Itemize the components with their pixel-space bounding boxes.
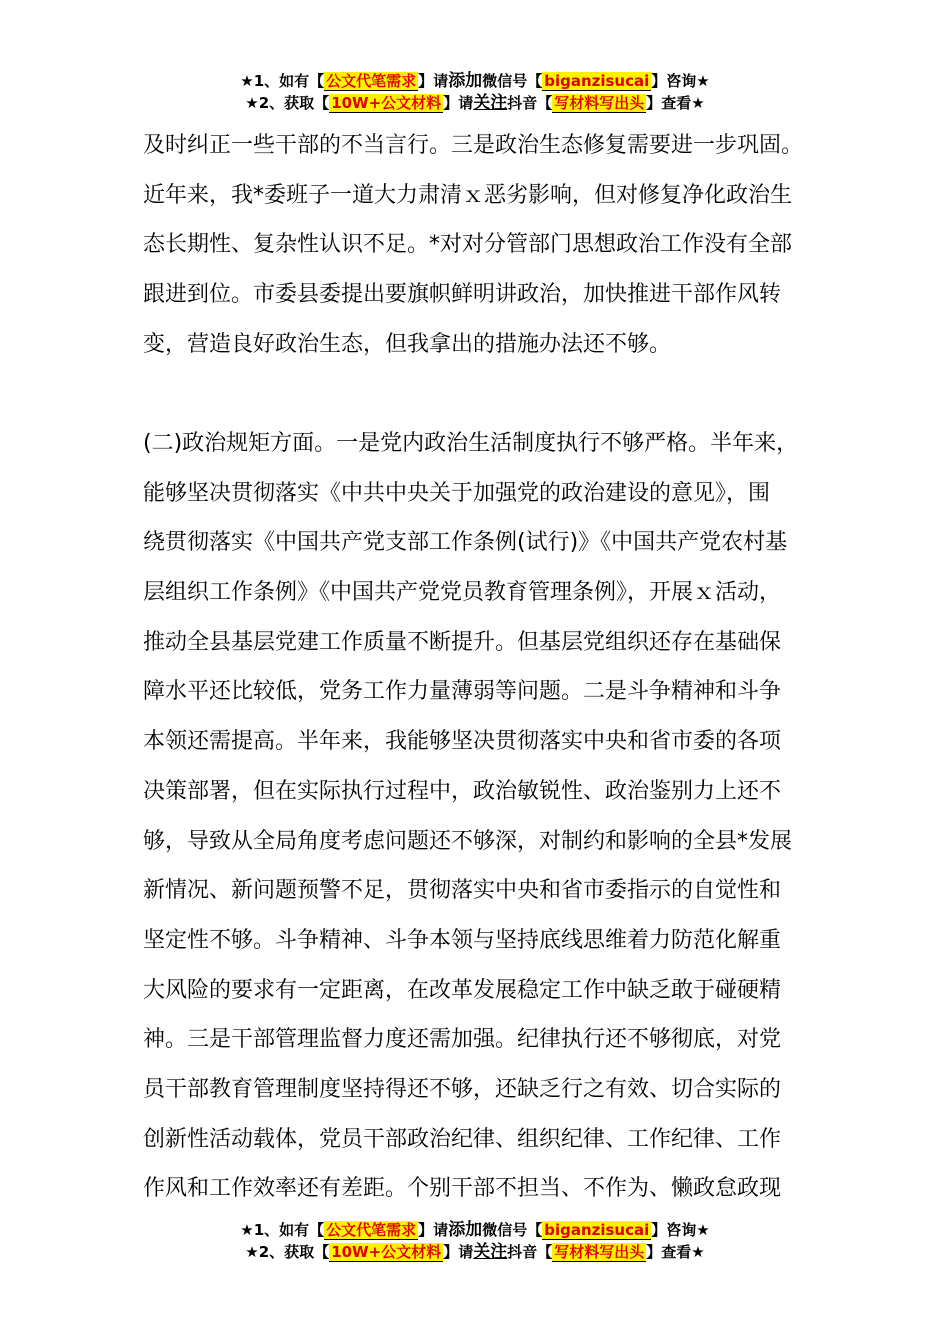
banner-text: ★1、如有【: [240, 72, 325, 90]
banner-highlight: 10W+公文材料: [331, 94, 442, 112]
text-line: 跟进到位。市委县委提出要旗帜鲜明讲政治，加快推进干部作风转: [143, 282, 782, 308]
banner-text: 】请: [418, 1221, 449, 1239]
banner-text: 】请: [418, 72, 449, 90]
text-line: 新情况、新问题预警不足，贯彻落实中央和省市委指示的自觉性和: [143, 878, 782, 904]
text-line: 坚定性不够。斗争精神、斗争本领与坚持底线思维着力防范化解重: [143, 927, 782, 953]
text-line: 层组织工作条例》《中国共产党党员教育管理条例》，开展ｘ活动，: [143, 580, 782, 606]
text-line: 变，营造良好政治生态，但我拿出的措施办法还不够。: [143, 331, 672, 357]
text-line: 本领还需提高。半年来，我能够坚决贯彻落实中央和省市委的各项: [143, 729, 782, 755]
banner-text: 】请: [443, 94, 474, 112]
banner-text: 】咨询★: [651, 72, 710, 90]
paragraph-1: [143, 121, 828, 369]
footer-banner: [0, 1219, 950, 1263]
text-line: 推动全县基层党建工作质量不断提升。但基层党组织还存在基础保: [143, 629, 782, 655]
banner-line-1: [0, 1219, 950, 1241]
banner-text: 微信号【: [482, 72, 543, 90]
banner-line-2: [0, 1241, 950, 1263]
text-line: 够，导致从全局角度考虑问题还不够深，对制约和影响的全县*发展: [143, 828, 793, 854]
banner-highlight: 写材料写出头: [554, 1243, 645, 1261]
banner-text: ★2、获取【: [245, 1243, 330, 1261]
text-line: 近年来，我*委班子一道大力肃清ｘ恶劣影响，但对修复净化政治生: [143, 182, 793, 208]
text-line: 员干部教育管理制度坚持得还不够，还缺乏行之有效、切合实际的: [143, 1076, 782, 1102]
paragraph-2: [143, 419, 828, 1214]
banner-text: 】咨询★: [651, 1221, 710, 1239]
banner-emphasis: 添加: [448, 71, 483, 91]
banner-text: 】查看★: [646, 94, 705, 112]
text-line: 绕贯彻落实《中国共产党支部工作条例(试行)》《中国共产党农村基: [143, 530, 788, 556]
text-line: 能够坚决贯彻落实《中共中央关于加强党的政治建设的意见》，围: [143, 480, 771, 506]
banner-text: 】查看★: [646, 1243, 705, 1261]
banner-emphasis: 关注: [473, 1242, 508, 1262]
text-line: 及时纠正一些干部的不当言行。三是政治生态修复需要进一步巩固。: [143, 133, 804, 158]
banner-emphasis: 添加: [448, 1220, 483, 1240]
header-banner: [0, 70, 950, 114]
banner-text: ★2、获取【: [245, 94, 330, 112]
banner-text: ★1、如有【: [240, 1221, 325, 1239]
text-line: 作风和工作效率还有差距。个别干部不担当、不作为、懒政怠政现: [143, 1176, 782, 1202]
banner-emphasis: 关注: [473, 93, 508, 113]
text-line: 神。三是干部管理监督力度还需加强。纪律执行还不够彻底，对党: [143, 1027, 782, 1053]
text-line: 大风险的要求有一定距离，在改革发展稳定工作中缺乏敢于碰硬精: [143, 977, 782, 1003]
text-line: (二)政治规矩方面。一是党内政治生活制度执行不够严格。半年来，: [143, 431, 799, 456]
banner-highlight: 公文代笔需求: [326, 1221, 417, 1239]
banner-wechat-id: biganzisucai: [544, 1221, 650, 1239]
banner-text: 抖音【: [507, 1243, 553, 1261]
banner-wechat-id: biganzisucai: [544, 72, 650, 90]
banner-text: 微信号【: [482, 1221, 543, 1239]
text-line: 创新性活动载体，党员干部政治纪律、组织纪律、工作纪律、工作: [143, 1126, 782, 1152]
text-line: 决策部署，但在实际执行过程中，政治敏锐性、政治鉴别力上还不: [143, 778, 782, 804]
banner-highlight: 写材料写出头: [554, 94, 645, 112]
banner-highlight: 公文代笔需求: [326, 72, 417, 90]
banner-text: 】请: [443, 1243, 474, 1261]
banner-line-1: [0, 70, 950, 92]
banner-line-2: [0, 92, 950, 114]
text-line: 态长期性、复杂性认识不足。*对对分管部门思想政治工作没有全部: [143, 232, 793, 258]
text-line: 障水平还比较低，党务工作力量薄弱等问题。二是斗争精神和斗争: [143, 679, 782, 705]
banner-highlight: 10W+公文材料: [331, 1243, 442, 1261]
banner-text: 抖音【: [507, 94, 553, 112]
